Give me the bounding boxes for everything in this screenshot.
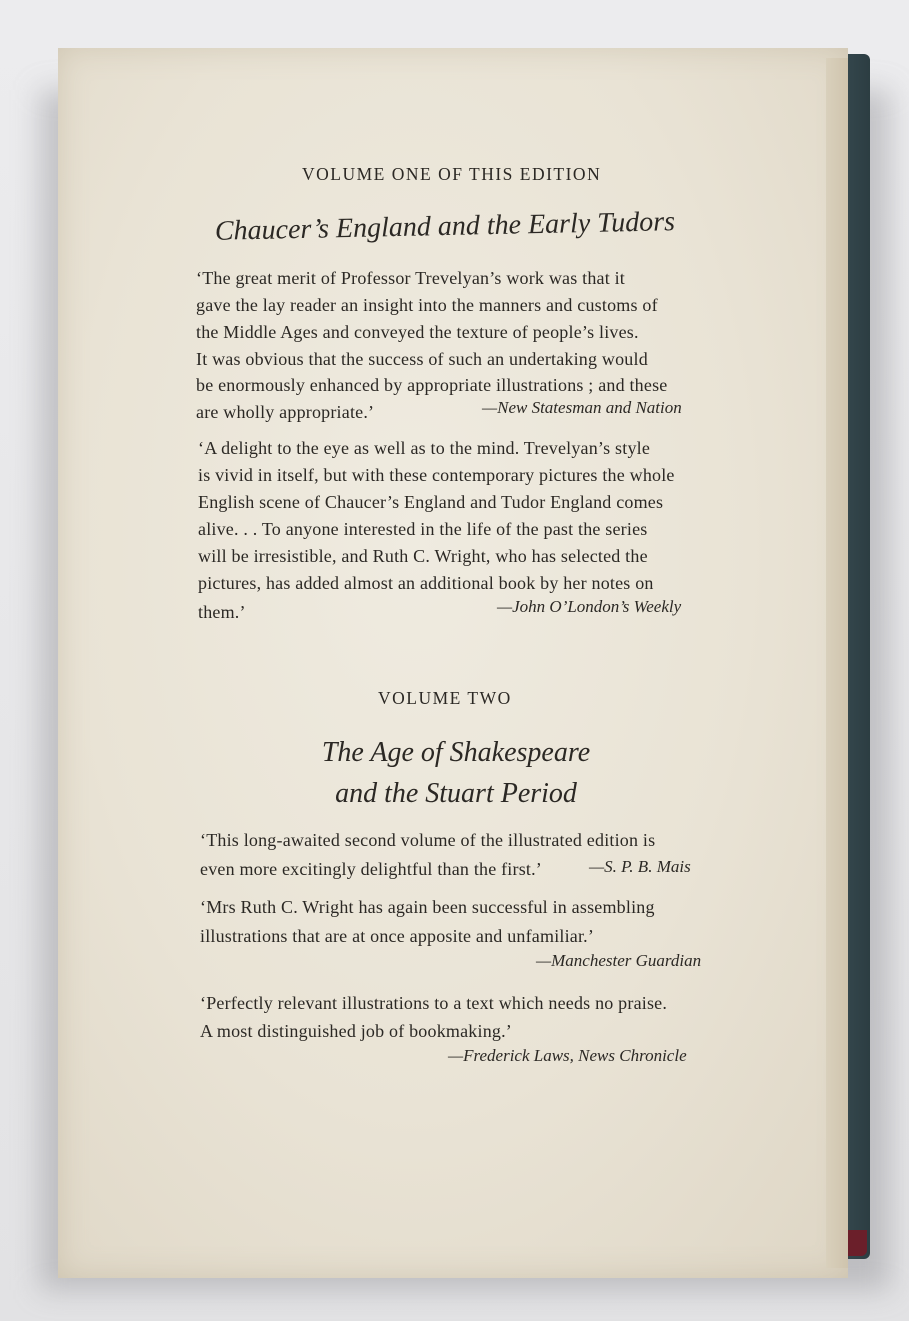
review-line: ‘A delight to the eye as well as to the mind. Trevelyan’s style (198, 438, 651, 458)
volume-one-heading: VOLUME ONE OF THIS EDITION (302, 164, 602, 184)
review-line: gave the lay reader an insight into the manners and customs of (196, 295, 658, 315)
review-line: is vivid in itself, but with these contemporary pictures the whole (198, 465, 675, 485)
review-line: ‘The great merit of Professor Trevelyan’s work was that it (196, 268, 626, 288)
review-source: —New Statesman and Nation (482, 398, 682, 417)
review-line: English scene of Chaucer’s England and Tudor England comes (198, 492, 664, 512)
volume-two-title-line-1: The Age of Shakespeare (321, 737, 591, 768)
review-line: are wholly appropriate.’ (196, 402, 375, 422)
spine-bottom-edge (845, 1230, 867, 1256)
review-line: alive. . . To anyone interested in the life of the past the series (198, 519, 648, 539)
review-line: the Middle Ages and conveyed the texture of people’s lives. (196, 322, 639, 342)
review-line: It was obvious that the success of such an undertaking would (196, 349, 648, 369)
volume-two-title-line-2: and the Stuart Period (335, 778, 577, 809)
review-line: ‘Perfectly relevant illustrations to a text which needs no praise. (200, 993, 668, 1013)
review-line: even more excitingly delightful than the first.’ (200, 859, 543, 879)
review-line: illustrations that are at once apposite and unfamiliar.’ (200, 926, 595, 946)
review-line: ‘This long-awaited second volume of the illustrated edition is (200, 830, 656, 850)
review-source: —Frederick Laws, News Chronicle (448, 1046, 687, 1065)
review-source: —John O’London’s Weekly (497, 597, 682, 616)
volume-two-heading: VOLUME TWO (378, 688, 512, 708)
review-source: —Manchester Guardian (536, 951, 702, 970)
review-line: ‘Mrs Ruth C. Wright has again been successful in assembling (200, 897, 655, 917)
review-line: pictures, has added almost an additional book by her notes on (198, 573, 654, 593)
dust-jacket-fold (826, 58, 848, 1268)
review-line: A most distinguished job of bookmaking.’ (200, 1021, 512, 1041)
volume-one-title: Chaucer’s England and the Early Tudors (214, 206, 676, 247)
review-line: be enormously enhanced by appropriate illustrations ; and these (196, 375, 668, 395)
review-line: them.’ (198, 602, 246, 622)
review-line: will be irresistible, and Ruth C. Wright, who has selected the (198, 546, 648, 566)
review-source: —S. P. B. Mais (589, 857, 691, 876)
